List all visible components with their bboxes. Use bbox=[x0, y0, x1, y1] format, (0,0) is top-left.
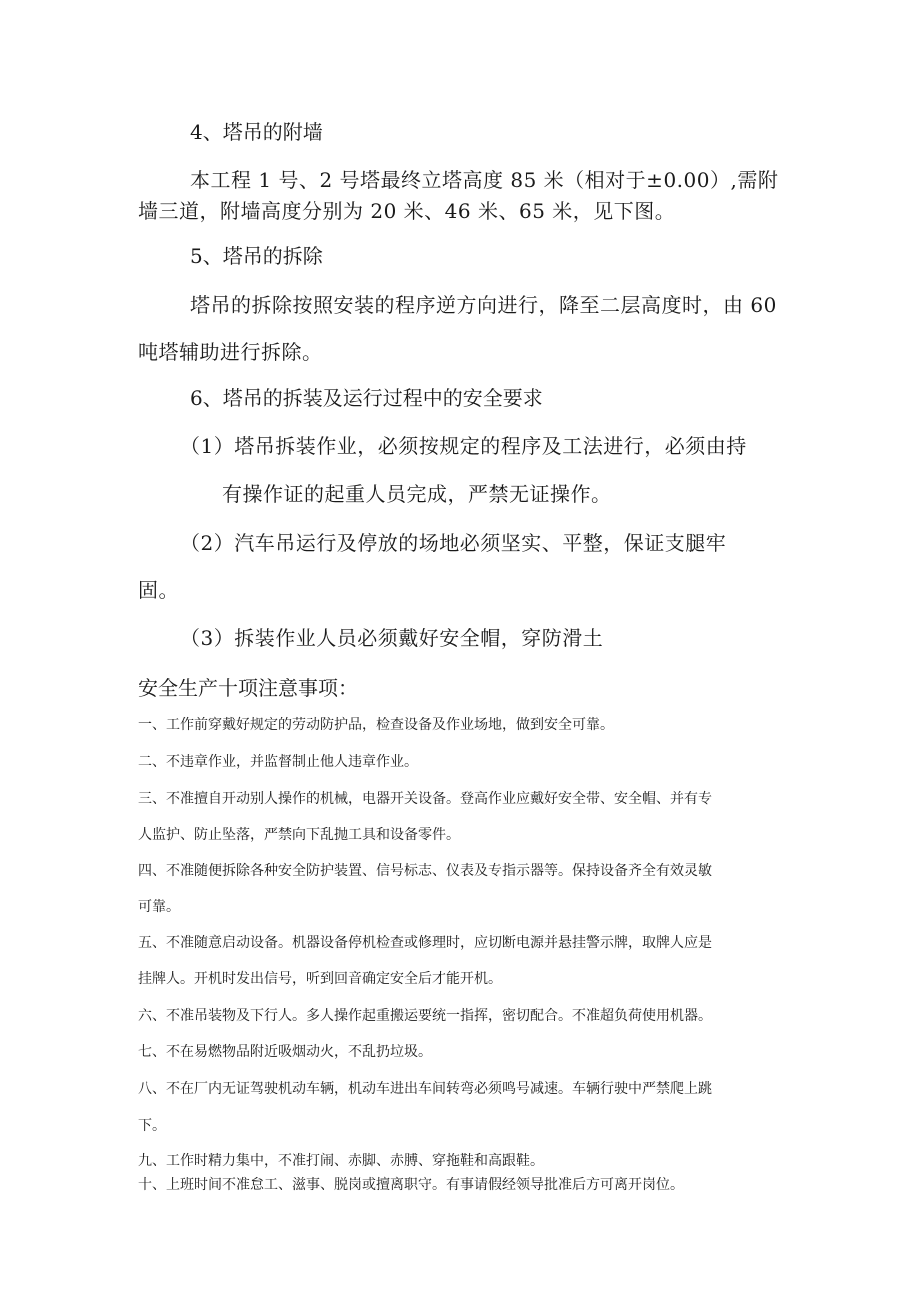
section-4-paragraph-line-1: 本工程 1 号、2 号塔最终立塔高度 85 米（相对于±0.00）,需附 bbox=[190, 168, 779, 192]
section-6-item-1-line-1: （1）塔吊拆装作业，必须按规定的程序及工法进行，必须由持 bbox=[180, 434, 747, 458]
section-6-item-2-line-2: 固。 bbox=[138, 578, 179, 602]
section-4-paragraph-line-2: 墙三道，附墙高度分别为 20 米、46 米、65 米，见下图。 bbox=[138, 199, 676, 223]
safety-line: 人监护、防止坠落，严禁向下乱抛工具和设备零件。 bbox=[138, 827, 460, 843]
safety-line: 一、工作前穿戴好规定的劳动防护品，检查设备及作业场地，做到安全可靠。 bbox=[138, 717, 614, 733]
safety-line: 九、工作时精力集中，不准打闹、赤脚、赤膊、穿拖鞋和高跟鞋。 bbox=[138, 1153, 544, 1169]
section-6-item-3-line-1: （3）拆装作业人员必须戴好安全帽，穿防滑土 bbox=[180, 626, 604, 650]
safety-line: 可靠。 bbox=[138, 899, 180, 915]
section-4-heading: 4、塔吊的附墙 bbox=[190, 120, 323, 144]
section-6-heading: 6、塔吊的拆装及运行过程中的安全要求 bbox=[190, 386, 543, 410]
section-6-item-2-line-1: （2）汽车吊运行及停放的场地必须坚实、平整，保证支腿牢 bbox=[180, 531, 727, 555]
section-6-item-1-line-2: 有操作证的起重人员完成，严禁无证操作。 bbox=[222, 482, 612, 506]
safety-title: 安全生产十项注意事项： bbox=[138, 676, 358, 700]
safety-line: 八、不在厂内无证驾驶机动车辆，机动车进出车间转弯必须鸣号减速。车辆行驶中严禁爬上跳 bbox=[138, 1081, 712, 1097]
section-5-paragraph-line-1: 塔吊的拆除按照安装的程序逆方向进行，降至二层高度时，由 60 bbox=[190, 293, 777, 317]
safety-line: 六、不准吊装物及下行人。多人操作起重搬运要统一指挥，密切配合。不准超负荷使用机器。 bbox=[138, 1008, 712, 1024]
safety-line: 十、上班时间不准怠工、滋事、脱岗或擅离职守。有事请假经领导批准后方可离开岗位。 bbox=[138, 1177, 684, 1193]
safety-line: 挂牌人。开机时发出信号，听到回音确定安全后才能开机。 bbox=[138, 971, 502, 987]
safety-line: 四、不准随便拆除各种安全防护装置、信号标志、仪表及专指示器等。保持设备齐全有效灵敏 bbox=[138, 863, 712, 879]
section-5-paragraph-line-2: 吨塔辅助进行拆除。 bbox=[138, 340, 323, 364]
safety-line: 下。 bbox=[138, 1118, 166, 1134]
safety-line: 七、不在易燃物品附近吸烟动火，不乱扔垃圾。 bbox=[138, 1044, 432, 1060]
safety-line: 三、不准擅自开动别人操作的机械，电器开关设备。登高作业应戴好安全带、安全帽、并有专 bbox=[138, 791, 712, 807]
section-5-heading: 5、塔吊的拆除 bbox=[190, 244, 323, 268]
safety-line: 二、不违章作业，并监督制止他人违章作业。 bbox=[138, 754, 418, 770]
safety-line: 五、不准随意启动设备。机器设备停机检查或修理时，应切断电源并悬挂警示牌，取牌人应是 bbox=[138, 935, 712, 951]
